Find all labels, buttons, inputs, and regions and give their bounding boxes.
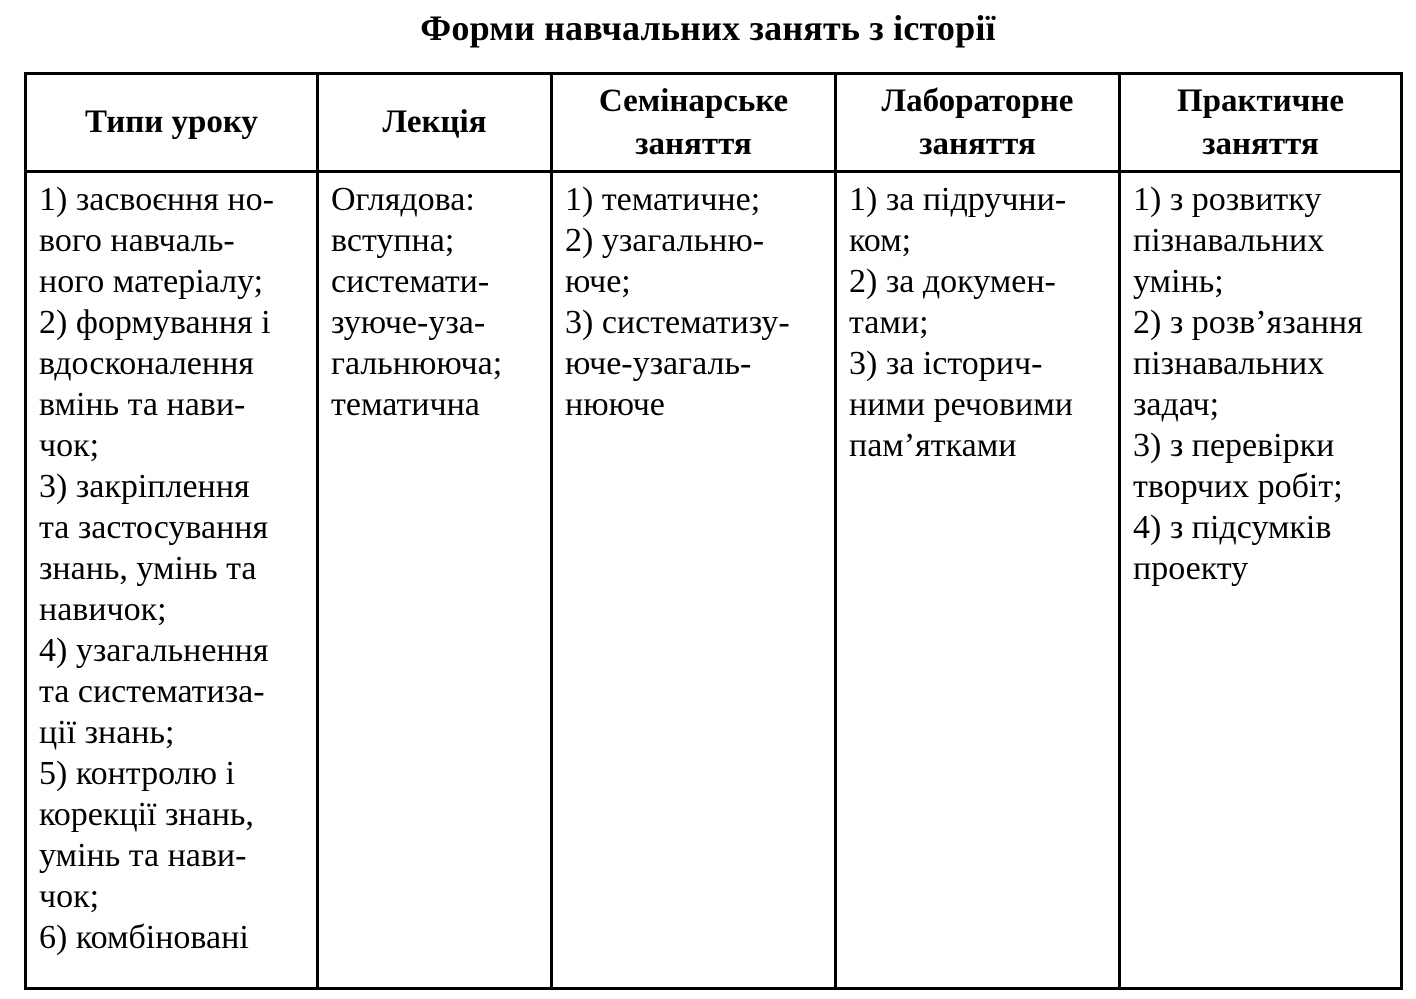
header-seminar-text: Семінарське заняття — [598, 82, 789, 162]
header-seminar — [552, 74, 836, 172]
cell-lecture-text: Оглядова: вступна; системати- зуюче-уза- гальнююча; тематична — [331, 181, 503, 423]
header-laboratory-text: Лабораторне заняття — [881, 82, 1074, 162]
header-lesson-types — [26, 74, 318, 172]
header-lecture-text: Лекція — [382, 104, 487, 140]
header-lecture — [318, 74, 552, 172]
cell-laboratory — [836, 172, 1120, 989]
header-practical-text: Практичне заняття — [1176, 82, 1345, 162]
header-practical — [1120, 74, 1402, 172]
cell-lesson-types-text: 1) засвоєння но- вого навчаль- ного матеріалу; 2) формування і вдосконалення вмінь та нави- чок; 3) закріплення та застосування знань, умінь та навичок; 4) узагальнення та систематиза- ції знань; 5) контролю і корекції знань, умінь та нави- чок; 6) комбіновані — [39, 181, 274, 956]
cell-laboratory-text: 1) за підручни- ком; 2) за докумен- тами; 3) за історич- ними речовими пам’ятками — [849, 181, 1073, 464]
cell-practical — [1120, 172, 1402, 989]
content-row — [26, 172, 1402, 989]
cell-seminar-text: 1) тематичне; 2) узагальню- юче; 3) систематизу- юче-узагаль- нююче — [565, 181, 790, 423]
header-lesson-types-text: Типи уроку — [85, 104, 258, 140]
header-row — [26, 74, 1402, 172]
cell-practical-text: 1) з розвитку пізнавальних умінь; 2) з розв’язання пізнавальних задач; 3) з перевірки творчих робіт; 4) з підсумків проекту — [1133, 181, 1363, 587]
cell-seminar — [552, 172, 836, 989]
lesson-forms-table — [24, 72, 1403, 990]
page-title: Форми навчальних занять з історії — [420, 8, 996, 48]
cell-lesson-types — [26, 172, 318, 989]
cell-lecture — [318, 172, 552, 989]
header-laboratory — [836, 74, 1120, 172]
